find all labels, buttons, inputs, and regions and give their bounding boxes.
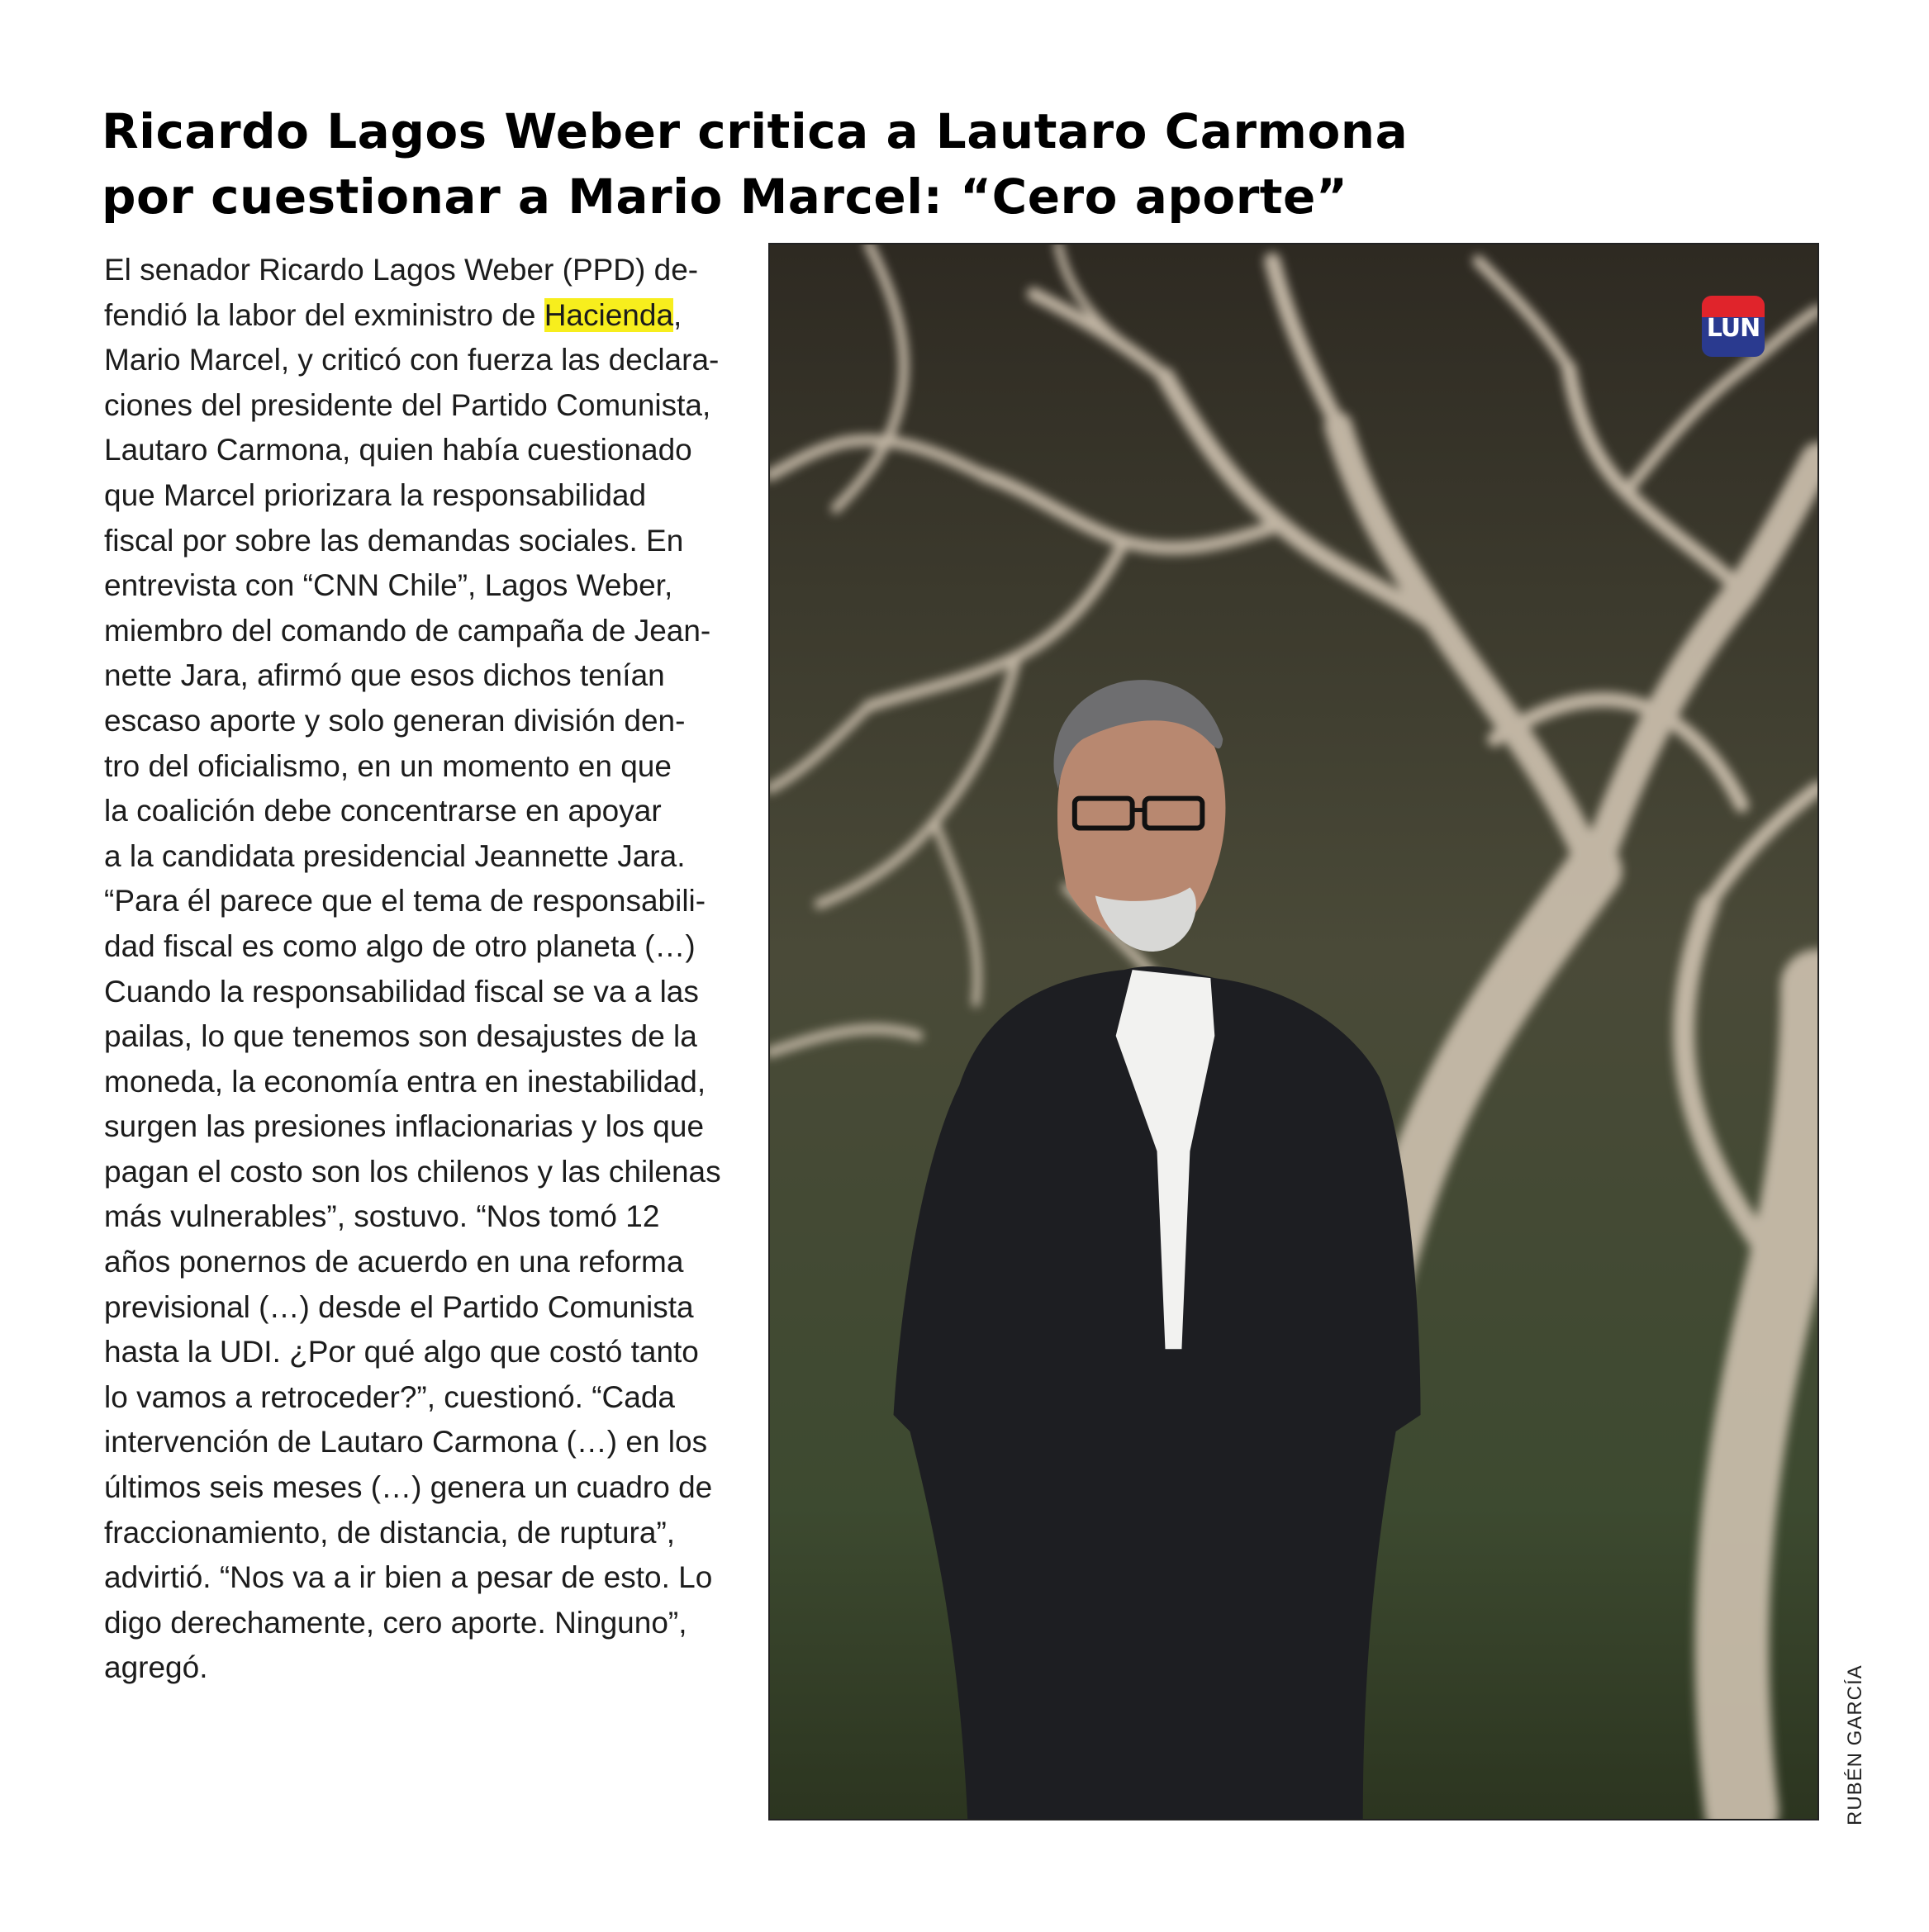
body-line: intervención de Lautaro Carmona (…) en los [104,1425,708,1460]
body-line: que Marcel priorizara la responsabilidad [104,477,647,512]
body-line: entrevista con “CNN Chile”, Lagos Weber, [104,568,673,603]
photo-illustration [770,244,1817,1819]
body-line: moneda, la economía entra en inestabilidad, [104,1064,706,1099]
body-line: surgen las presiones inflacionarias y los que [104,1109,705,1144]
body-line: tro del oficialismo, en un momento en que [104,748,672,783]
body-line: El senador Ricardo Lagos Weber (PPD) de- [104,253,699,287]
headline-line-1: Ricardo Lagos Weber critica a Lautaro Carmona [102,103,1409,159]
body-line [104,293,732,339]
body-line: a la candidata presidencial Jeannette Jara. [104,838,686,873]
photo-credit: RUBÉN GARCÍA [1844,1664,1866,1825]
body-line-end: , [673,297,682,332]
body-line: últimos seis meses (…) genera un cuadro de [104,1470,713,1505]
body-line: hasta la UDI. ¿Por qué algo que costó tanto [104,1335,699,1369]
highlighted-word: Hacienda [544,297,674,332]
body-line: Lautaro Carmona, quien había cuestionado [104,433,692,468]
body-line: la coalición debe concentrarse en apoyar [104,794,662,828]
logo-text: LUN [1706,314,1760,343]
body-line: Mario Marcel, y criticó con fuerza las declara- [104,343,720,377]
body-line: años ponernos de acuerdo en una reforma [104,1245,684,1279]
body-line: Cuando la responsabilidad fiscal se va a las [104,974,699,1009]
lun-logo [1702,296,1765,357]
body-line: dad fiscal es como algo de otro planeta (…) [104,928,696,963]
article-body [104,248,732,1691]
body-line: más vulnerables”, sostuvo. “Nos tomó 12 [104,1199,660,1234]
body-line: nette Jara, afirmó que esos dichos tenían [104,658,665,693]
body-line: advirtió. “Nos va a ir bien a pesar de esto. Lo [104,1560,713,1595]
article-headline [102,99,1506,230]
body-line: escaso aporte y solo generan división den- [104,703,686,738]
body-line: miembro del comando de campaña de Jean- [104,613,711,648]
article-photo [768,243,1819,1820]
body-line: digo derechamente, cero aporte. Ninguno”, [104,1605,687,1640]
body-line: ciones del presidente del Partido Comunista, [104,387,711,422]
headline-line-2: por cuestionar a Mario Marcel: “Cero aporte” [102,169,1348,225]
body-line: pagan el costo son los chilenos y las chilenas [104,1154,721,1189]
body-line-start: fendió la labor del exministro de [104,297,544,332]
body-line: pailas, lo que tenemos son desajustes de la [104,1019,697,1054]
body-line: fraccionamiento, de distancia, de ruptura”, [104,1515,676,1550]
body-line: agregó. [104,1650,208,1685]
body-line: lo vamos a retroceder?”, cuestionó. “Cada [104,1379,676,1414]
body-line: “Para él parece que el tema de responsabili- [104,884,706,919]
body-line: fiscal por sobre las demandas sociales. En [104,523,684,558]
body-line: previsional (…) desde el Partido Comunista [104,1289,694,1324]
